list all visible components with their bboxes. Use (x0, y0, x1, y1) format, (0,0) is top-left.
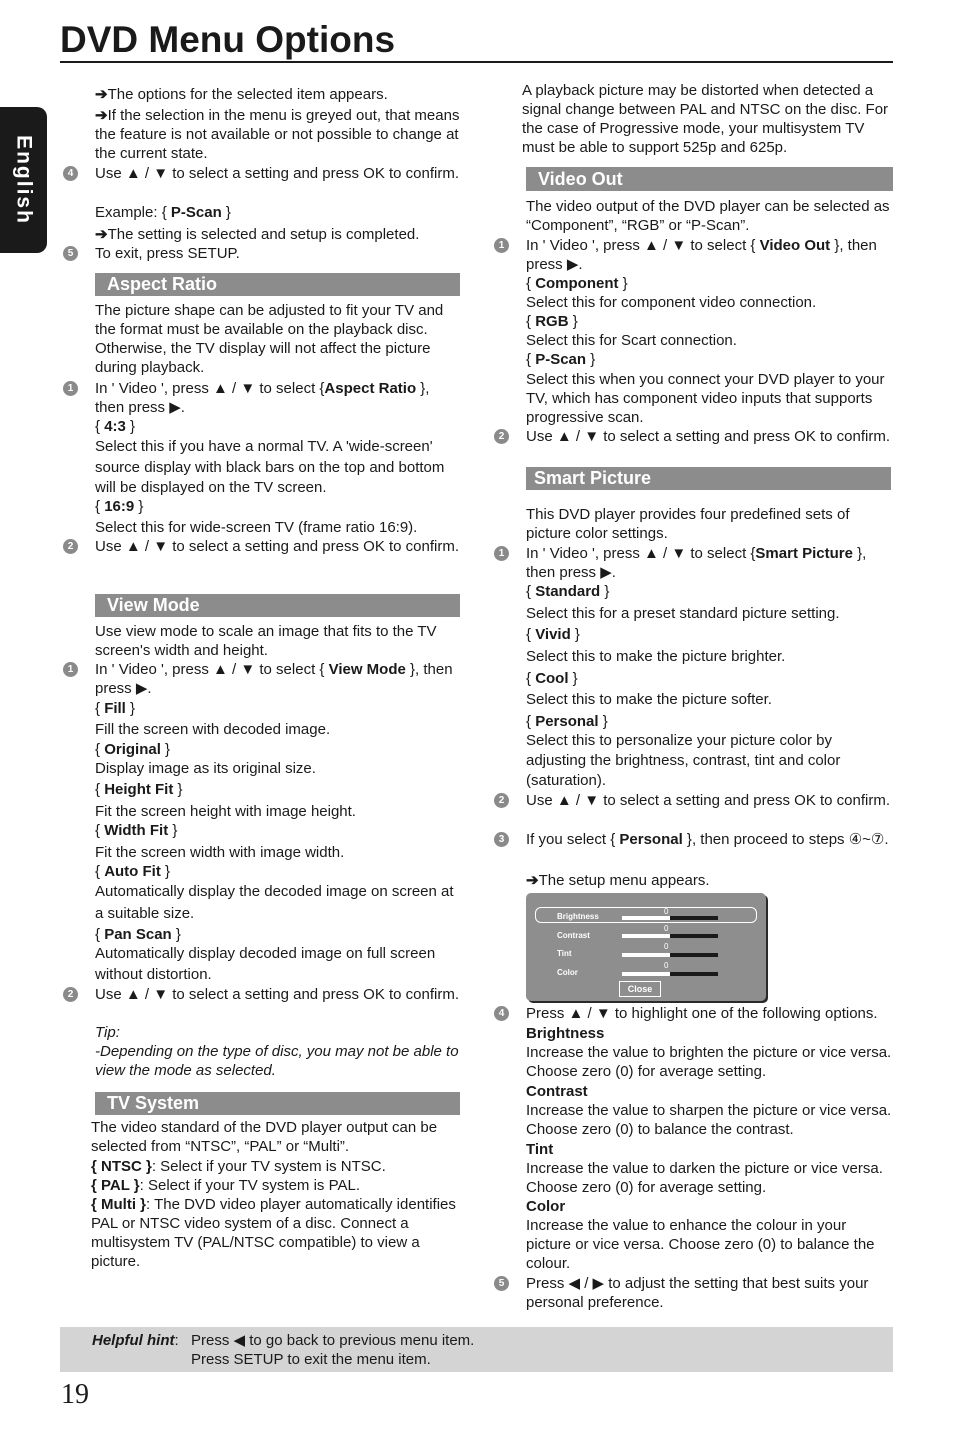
title-divider (60, 61, 893, 63)
video-out-desc: The video output of the DVD player can be selected as “Component”, “RGB” or “P-Scan”. (526, 198, 890, 234)
option-desc: Automatically display the decoded image on screen at a suitable size. (95, 883, 454, 922)
option-desc: Fill the screen with decoded image. (95, 721, 331, 738)
panel-row-value: 0 (664, 942, 669, 951)
option-desc: Select this when you connect your DVD player to your TV, which has component video inputs that supports progressive scan. (526, 371, 885, 426)
option-desc: Fit the screen height with image height. (95, 803, 356, 820)
option-desc: Select this for a preset standard picture setting. (526, 605, 840, 622)
arrow-icon: ➔ (95, 107, 108, 124)
option-desc: Select this for component video connection. (526, 294, 817, 311)
intro-example: Example: { P-Scan } (95, 204, 231, 221)
option-name: { Height Fit } (95, 781, 183, 798)
aspect-ratio-step-1: 1 In ' Video ', press ▲ / ▼ to select {Aspect Ratio }, then press ▶. (95, 379, 460, 417)
view-mode-step-2: 2 Use ▲ / ▼ to select a setting and press OK to confirm. (95, 985, 460, 1004)
param-desc: Increase the value to enhance the colour in your picture or vice versa. Choose zero (0) to balance the colour. (526, 1217, 875, 1272)
option-name: { Component } (526, 275, 628, 292)
panel-row-value: 0 (664, 924, 669, 933)
panel-row-label: Contrast (557, 931, 590, 940)
option-desc: Select this if you have a normal TV. A 'wide-screen' source display with black bars on the top and bottom will be displayed on the TV screen. (95, 438, 445, 496)
page-title: DVD Menu Options (60, 19, 396, 60)
step-number-icon: 1 (494, 238, 509, 253)
option-name: { 16:9 } (95, 498, 144, 515)
param-name: Tint (526, 1141, 554, 1158)
option-name: { Personal } (526, 713, 608, 730)
close-button[interactable]: Close (619, 981, 661, 997)
tv-system-desc: The video standard of the DVD player output can be selected from “NTSC”, “PAL” or “Multi”. (91, 1119, 438, 1155)
hint-line-2: Press SETUP to exit the menu item. (191, 1351, 431, 1368)
intro-note-2: ➔If the selection in the menu is greyed out, that means the feature is not available or not possible to change at the current state. (95, 107, 460, 162)
step-number-icon: 2 (63, 539, 78, 554)
option-desc: Fit the screen width with image width. (95, 844, 345, 861)
page-number: 19 (61, 1379, 89, 1410)
section-heading-view-mode: View Mode (95, 594, 460, 617)
intro-note-1: ➔The options for the selected item appears. (95, 86, 388, 103)
step-number-icon: 2 (63, 987, 78, 1002)
option-name: { P-Scan } (526, 351, 596, 368)
option-name: { Fill } (95, 700, 136, 717)
brightness-slider[interactable] (622, 916, 718, 920)
panel-row-label: Brightness (557, 912, 599, 921)
smart-picture-step-3: 3 If you select { Personal }, then proceed to steps ④~⑦. (526, 830, 893, 849)
language-tab-label: English (12, 135, 35, 225)
panel-row-value: 0 (664, 961, 669, 970)
video-out-step-1: 1 In ' Video ', press ▲ / ▼ to select { Video Out }, then press ▶. (526, 236, 893, 274)
setup-menu-note: ➔The setup menu appears. (526, 872, 710, 889)
param-desc: Increase the value to brighten the picture or vice versa. Choose zero (0) for average setting. (526, 1044, 892, 1080)
smart-picture-step-1: 1 In ' Video ', press ▲ / ▼ to select {Smart Picture }, then press ▶. (526, 544, 893, 582)
smart-picture-step-2: 2 Use ▲ / ▼ to select a setting and press OK to confirm. (526, 791, 893, 810)
option-desc: Select this to make the picture softer. (526, 691, 772, 708)
param-name: Brightness (526, 1025, 605, 1042)
step-number-icon: 1 (63, 662, 78, 677)
step-number-icon: 2 (494, 793, 509, 808)
option-name: { Original } (95, 741, 171, 758)
tip-label: Tip: (95, 1024, 120, 1041)
option-name: { Width Fit } (95, 822, 178, 839)
progressive-note: A playback picture may be distorted when detected a signal change between PAL and NTSC on the disc. For the case of Progressive mode, your multisystem TV must be able to support 525p and 625p. (522, 82, 889, 156)
option-name: { Vivid } (526, 626, 580, 643)
section-heading-aspect-ratio: Aspect Ratio (95, 273, 460, 296)
option-desc: Select this to personalize your picture color by adjusting the brightness, contrast, tint and color (saturation). (526, 732, 841, 789)
arrow-icon: ➔ (526, 872, 539, 889)
arrow-icon: ➔ (95, 226, 108, 243)
hint-label: Helpful hint: (92, 1332, 179, 1349)
param-name: Contrast (526, 1083, 588, 1100)
section-heading-tv-system: TV System (95, 1092, 460, 1115)
smart-picture-desc: This DVD player provides four predefined sets of picture color settings. (526, 506, 850, 542)
contrast-slider[interactable] (622, 934, 718, 938)
panel-row-label: Color (557, 968, 578, 977)
tv-system-option: { Multi }: The DVD video player automatically identifies PAL or NTSC video system of a disc. Connect a multisystem TV (PAL/NTSC compatible) to view a picture. (91, 1196, 456, 1270)
arrow-icon: ➔ (95, 86, 108, 103)
personal-setup-panel (526, 893, 766, 1001)
intro-note-3: ➔The setting is selected and setup is completed. (95, 226, 420, 243)
panel-row-value: 0 (664, 907, 669, 916)
option-name: { Cool } (526, 670, 578, 687)
view-mode-desc: Use view mode to scale an image that fits to the TV screen's width and height. (95, 623, 437, 659)
option-desc: Select this to make the picture brighter. (526, 648, 786, 665)
helpful-hint-box (60, 1327, 893, 1372)
intro-step-4: 4 Use ▲ / ▼ to select a setting and press OK to confirm. (95, 164, 460, 183)
tint-slider[interactable] (622, 953, 718, 957)
smart-picture-step-5: 5 Press ◀ / ▶ to adjust the setting that best suits your personal preference. (526, 1274, 893, 1312)
option-desc: Automatically display decoded image on full screen without distortion. (95, 945, 436, 983)
smart-picture-step-4: 4 Press ▲ / ▼ to highlight one of the following options. (526, 1004, 893, 1023)
intro-step-5: 5 To exit, press SETUP. (95, 244, 460, 263)
step-number-icon: 1 (494, 546, 509, 561)
view-mode-step-1: 1 In ' Video ', press ▲ / ▼ to select { View Mode }, then press ▶. (95, 660, 460, 698)
option-name: { Standard } (526, 583, 610, 600)
step-number-icon: 4 (63, 166, 78, 181)
param-desc: Increase the value to darken the picture or vice versa. Choose zero (0) for average setting. (526, 1160, 883, 1196)
section-heading-video-out: Video Out (526, 167, 893, 191)
hint-line-1: Press ◀ to go back to previous menu item. (191, 1332, 475, 1349)
option-name: { 4:3 } (95, 418, 136, 435)
panel-row-label: Tint (557, 949, 572, 958)
param-desc: Increase the value to sharpen the picture or vice versa. Choose zero (0) to balance the contrast. (526, 1102, 892, 1138)
step-number-icon: 3 (494, 832, 509, 847)
option-desc: Select this for Scart connection. (526, 332, 737, 349)
tv-system-option: { NTSC }: Select if your TV system is NTSC. (91, 1158, 386, 1175)
step-number-icon: 5 (494, 1276, 509, 1291)
option-desc: Display image as its original size. (95, 760, 316, 777)
tip-text: -Depending on the type of disc, you may not be able to view the mode as selected. (95, 1043, 459, 1079)
tv-system-option: { PAL }: Select if your TV system is PAL. (91, 1177, 360, 1194)
option-name: { Auto Fit } (95, 863, 171, 880)
aspect-ratio-desc: The picture shape can be adjusted to fit your TV and the format must be available on the playback disc. Otherwise, the TV display will not affect the picture during playback. (95, 302, 444, 376)
step-number-icon: 4 (494, 1006, 509, 1021)
video-out-step-2: 2 Use ▲ / ▼ to select a setting and press OK to confirm. (526, 427, 893, 446)
step-number-icon: 1 (63, 381, 78, 396)
section-heading-smart-picture: Smart Picture (526, 467, 891, 490)
param-name: Color (526, 1198, 566, 1215)
step-number-icon: 2 (494, 429, 509, 444)
aspect-ratio-step-2: 2 Use ▲ / ▼ to select a setting and press OK to confirm. (95, 537, 460, 556)
language-tab (0, 107, 47, 253)
color-slider[interactable] (622, 972, 718, 976)
step-number-icon: 5 (63, 246, 78, 261)
option-desc: Select this for wide-screen TV (frame ratio 16:9). (95, 519, 418, 536)
option-name: { RGB } (526, 313, 578, 330)
option-name: { Pan Scan } (95, 926, 181, 943)
